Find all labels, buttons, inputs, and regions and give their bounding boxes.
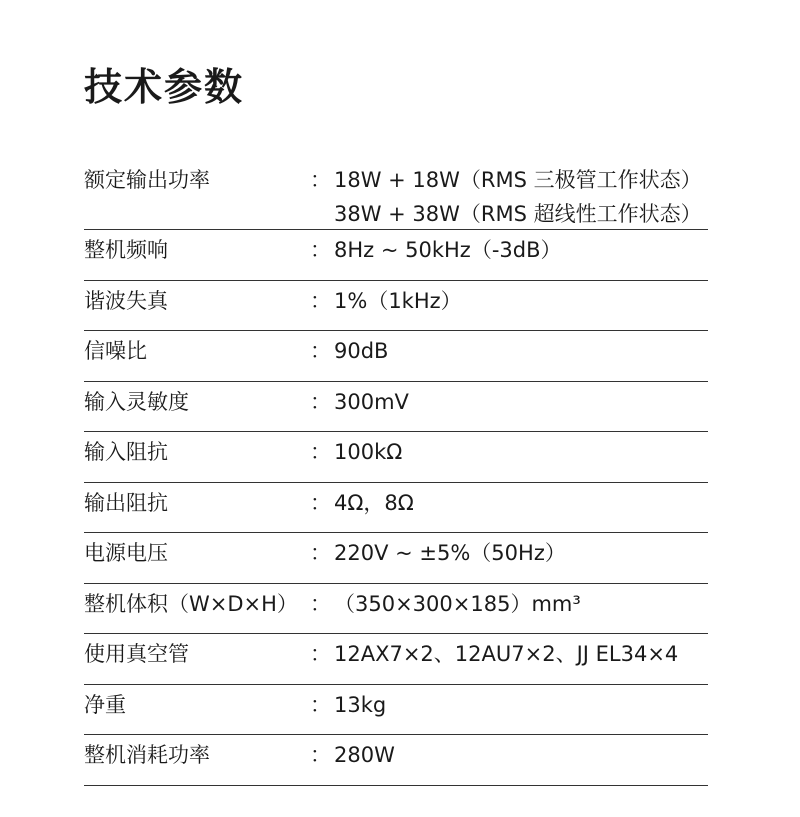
spec-value: 8Hz ~ 50kHz（-3dB） — [334, 238, 562, 262]
spec-value: （350×300×185）mm³ — [334, 591, 581, 616]
spec-colon: ： — [310, 591, 331, 616]
spec-value: 280W — [334, 743, 395, 767]
spec-row-input-impedance — [84, 432, 708, 483]
spec-label: 输入阻抗 — [84, 440, 168, 464]
spec-value: 220V ~ ±5%（50Hz） — [334, 541, 566, 565]
spec-colon: ： — [310, 440, 331, 464]
spec-value: 12AX7×2、12AU7×2、JJ EL34×4 — [334, 642, 679, 666]
spec-row-output-impedance — [84, 483, 708, 534]
spec-colon: ： — [310, 692, 331, 717]
spec-row-power-consumption — [84, 735, 708, 786]
spec-row-vacuum-tubes — [84, 634, 708, 685]
spec-table — [84, 160, 708, 786]
spec-value: 13kg — [334, 692, 387, 717]
spec-colon: ： — [310, 389, 331, 414]
spec-colon: ： — [310, 168, 331, 192]
spec-row-net-weight — [84, 685, 708, 736]
spec-row-frequency-response — [84, 230, 708, 281]
spec-colon: ： — [310, 339, 331, 363]
spec-label: 输出阻抗 — [84, 490, 168, 515]
spec-label: 整机频响 — [84, 238, 168, 262]
spec-value: 4Ω，8Ω — [334, 490, 414, 515]
spec-colon: ： — [310, 642, 331, 666]
spec-row-harmonic-distortion — [84, 281, 708, 332]
spec-row-power-voltage — [84, 533, 708, 584]
spec-colon: ： — [310, 743, 331, 767]
spec-label: 整机体积（W×D×H） — [84, 591, 298, 616]
spec-row-snr — [84, 331, 708, 382]
spec-value: 38W + 38W（RMS 超线性工作状态） — [334, 202, 702, 226]
spec-colon: ： — [310, 541, 331, 565]
spec-value: 18W + 18W（RMS 三极管工作状态） — [334, 168, 702, 192]
spec-colon: ： — [310, 490, 331, 515]
page-title: 技术参数 — [84, 65, 245, 109]
spec-value: 1%（1kHz） — [334, 288, 462, 313]
spec-label: 电源电压 — [84, 541, 168, 565]
spec-value: 100kΩ — [334, 440, 403, 464]
spec-label: 使用真空管 — [84, 642, 189, 666]
spec-row-rated-output-power — [84, 160, 708, 230]
spec-value: 90dB — [334, 339, 389, 363]
spec-colon: ： — [310, 288, 331, 313]
spec-colon: ： — [310, 238, 331, 262]
spec-label: 输入灵敏度 — [84, 389, 189, 414]
spec-label: 谐波失真 — [84, 288, 168, 313]
spec-label: 净重 — [84, 692, 126, 717]
spec-label: 整机消耗功率 — [84, 743, 210, 767]
spec-label: 信噪比 — [84, 339, 147, 363]
spec-label: 额定输出功率 — [84, 168, 210, 192]
spec-row-dimensions — [84, 584, 708, 635]
spec-row-input-sensitivity — [84, 382, 708, 433]
spec-value: 300mV — [334, 389, 409, 414]
